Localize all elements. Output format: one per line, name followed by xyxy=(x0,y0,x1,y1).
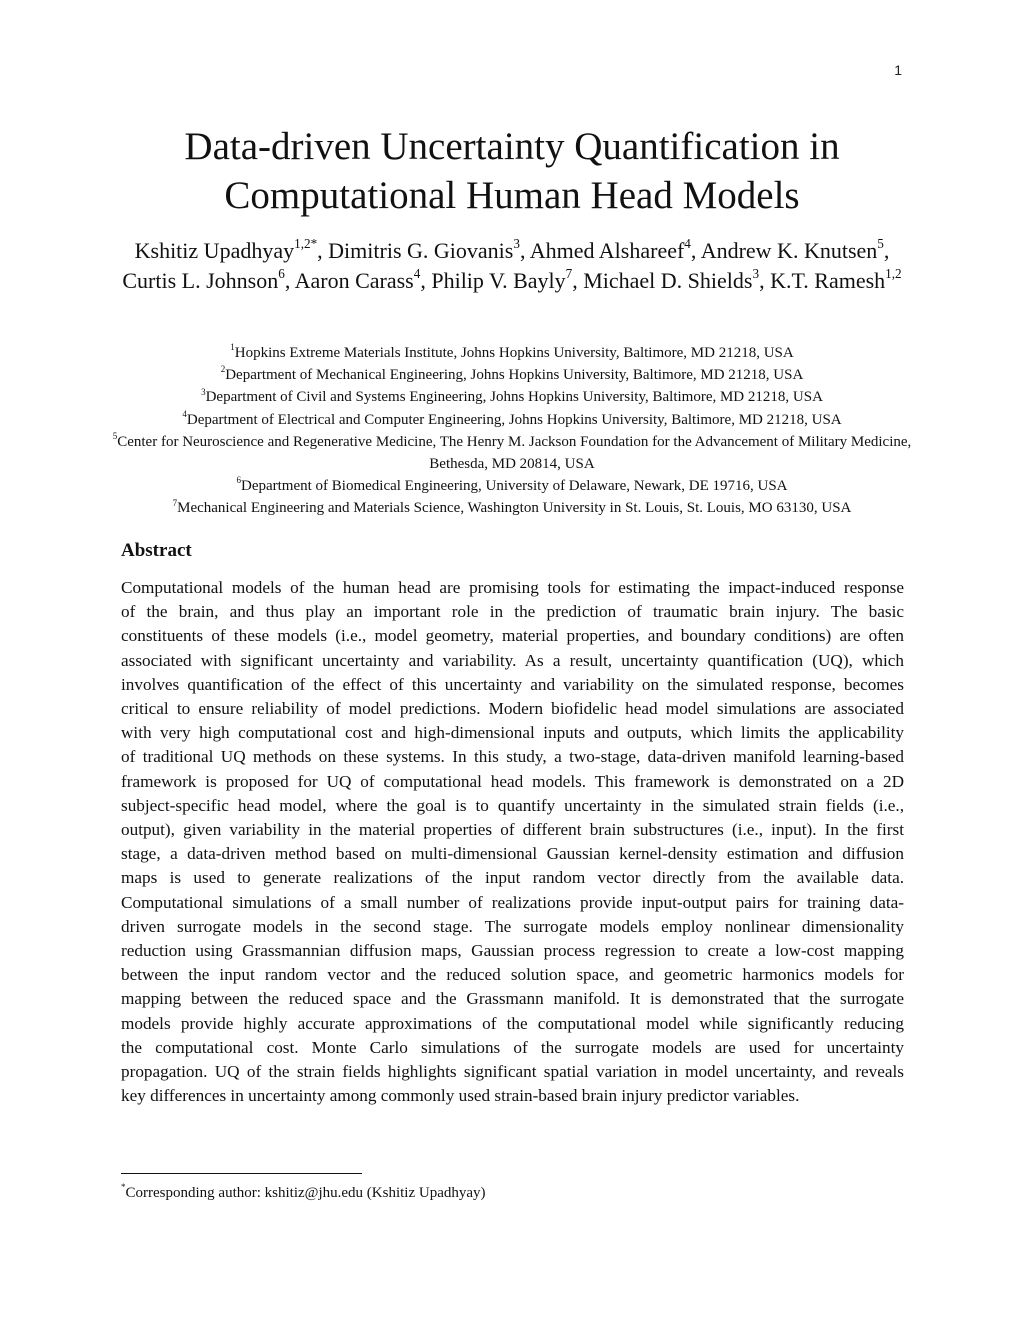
affiliation xyxy=(100,364,924,386)
abstract-line: between the input random vector and the reduced solution space, and geometric harmonics models for xyxy=(121,965,904,985)
abstract-heading: Abstract xyxy=(121,540,192,561)
author xyxy=(431,265,584,293)
author xyxy=(530,238,701,263)
author-affiliation-mark: 5 xyxy=(877,236,884,252)
affiliation-text: Department of Mechanical Engineering, Johns Hopkins University, Baltimore, MD 21218, USA xyxy=(225,367,804,384)
author xyxy=(770,265,902,293)
abstract-line: framework is proposed for UQ of computational head models. This framework is demonstrated on a 2D xyxy=(121,771,904,791)
paper-title xyxy=(100,122,924,220)
abstract-line: Computational models of the human head are promising tools for estimating the impact-induced response xyxy=(121,578,904,597)
affiliation xyxy=(100,431,924,475)
abstract-line: mapping between the reduced space and the Grassmann manifold. It is demonstrated that the surrogate xyxy=(121,989,904,1009)
abstract-line: propagation. UQ of the strain fields highlights significant spatial variation in model uncertainty, and reveals xyxy=(121,1062,904,1082)
author-separator: , xyxy=(420,267,432,293)
footnote-text: Corresponding author: kshitiz@jhu.edu (Kshitiz Upadhyay) xyxy=(125,1185,486,1201)
affiliation-text: Mechanical Engineering and Materials Science, Washington University in St. Louis, St. Louis, MO 63130, USA xyxy=(177,500,852,517)
author-separator: , xyxy=(690,238,701,263)
affiliation-text: Center for Neuroscience and Regenerative Medicine, The Henry M. Jackson Foundation for the Advancement of Military Medicine, Bethesda, MD 20814, USA xyxy=(117,433,912,473)
affiliation xyxy=(100,342,924,364)
corresponding-author-footnote xyxy=(121,1183,486,1203)
author-separator: , xyxy=(317,238,329,263)
page-number: 1 xyxy=(894,62,902,78)
abstract-line: the computational cost. Monte Carlo simulations of the surrogate models are used for uncertainty xyxy=(121,1037,904,1057)
affiliation-text: Department of Electrical and Computer Engineering, Johns Hopkins University, Baltimore, MD 21218, USA xyxy=(186,411,842,428)
affiliation-number: 3 xyxy=(201,386,206,397)
title-line-2: Computational Human Head Models xyxy=(224,174,800,217)
abstract-line: with very high computational cost and high-dimensional inputs and outputs, which limits the applicability xyxy=(121,723,904,743)
affiliation xyxy=(100,475,924,497)
affiliation xyxy=(100,409,924,431)
author xyxy=(135,238,329,263)
author-separator: , xyxy=(572,267,584,293)
author-affiliation-mark: 1,2* xyxy=(294,236,318,252)
affiliation-number: 2 xyxy=(220,364,226,375)
abstract-line: stage, a data-driven method based on multi-dimensional Gaussian kernel-density estimation and diffusion xyxy=(121,844,904,864)
author-affiliation-mark: 4 xyxy=(413,265,421,281)
author-affiliation-mark: 6 xyxy=(278,265,285,281)
abstract-line: key differences in uncertainty among commonly used strain-based brain injury predictor variables. xyxy=(121,1086,800,1106)
author-affiliation-mark: 4 xyxy=(684,236,691,252)
affiliation-number: 4 xyxy=(182,408,187,419)
affiliation xyxy=(100,497,924,519)
abstract-line: of traditional UQ methods on these systems. In this study, a two-stage, data-driven manifold learning-based xyxy=(121,747,904,767)
author-name: Dimitris G. Giovanis xyxy=(328,238,514,263)
affiliation-number: 1 xyxy=(230,342,235,353)
abstract-line: reduction using Grassmannian diffusion maps, Gaussian process regression to create a low-cost mapping xyxy=(121,941,904,961)
author-list xyxy=(110,236,914,295)
affiliation-number: 5 xyxy=(112,430,118,441)
abstract-line: Computational simulations of a small number of realizations provide input-output pairs for training data- xyxy=(121,892,904,912)
author-name: Aaron Carass xyxy=(294,267,414,293)
affiliation-number: 7 xyxy=(172,497,178,508)
author-name: Philip V. Bayly xyxy=(431,267,566,293)
abstract-line: driven surrogate models in the second stage. The surrogate models employ nonlinear dimensionality xyxy=(121,916,904,936)
author-name: Ahmed Alshareef xyxy=(529,238,685,263)
author-name: Andrew K. Knutsen xyxy=(700,238,878,263)
affiliation-number: 6 xyxy=(236,475,241,486)
author xyxy=(583,265,771,293)
affiliation-text: Hopkins Extreme Materials Institute, Johns Hopkins University, Baltimore, MD 21218, USA xyxy=(234,345,794,361)
abstract-line: subject-specific head model, where the goal is to quantify uncertainty in the simulated strain fields (i.e., xyxy=(121,795,904,815)
footnote-divider xyxy=(121,1173,362,1174)
abstract-line: critical to ensure reliability of model predictions. Modern biofidelic head model simulations are associated xyxy=(121,699,904,719)
author-affiliation-mark: 7 xyxy=(565,265,573,281)
affiliation-text: Department of Biomedical Engineering, University of Delaware, Newark, DE 19716, USA xyxy=(240,478,788,495)
abstract-line: models provide highly accurate approximations of the computational model while significantly reducing xyxy=(121,1013,904,1033)
author-name: Michael D. Shields xyxy=(583,267,753,293)
affiliation-text: Department of Civil and Systems Engineering, Johns Hopkins University, Baltimore, MD 21218, USA xyxy=(205,389,823,406)
author-affiliation-mark: 3 xyxy=(752,265,760,281)
abstract-line: involves quantification of the effect of this uncertainty and variability on the simulated response, becomes xyxy=(121,674,904,694)
footnote-mark: * xyxy=(121,1182,126,1193)
affiliation xyxy=(100,386,924,408)
abstract-line: output), given variability in the material properties of different brain substructures (i.e., input). In the first xyxy=(121,820,904,840)
author-name: Kshitiz Upadhyay xyxy=(134,238,295,263)
author xyxy=(122,265,295,293)
author-name: K.T. Ramesh xyxy=(770,267,886,293)
author-affiliation-mark: 3 xyxy=(513,236,520,252)
author-separator: , xyxy=(883,238,890,263)
author-separator: , xyxy=(519,238,530,263)
author xyxy=(328,238,530,263)
abstract-line: constituents of these models (i.e., model geometry, material properties, and boundary conditions) are often xyxy=(121,626,904,646)
abstract-line: of the brain, and thus play an important role in the prediction of traumatic brain injury. The basic xyxy=(121,602,904,622)
author-separator: , xyxy=(284,267,295,293)
author-affiliation-mark: 1,2 xyxy=(885,265,902,281)
abstract-line: associated with significant uncertainty and variability. As a result, uncertainty quantification (UQ), which xyxy=(121,650,904,670)
abstract-body xyxy=(121,576,904,1108)
abstract-line: maps is used to generate realizations of the input random vector directly from the available data. xyxy=(121,868,904,888)
author-separator: , xyxy=(759,267,771,293)
affiliation-list xyxy=(100,342,924,520)
author xyxy=(701,238,890,263)
title-line-1: Data-driven Uncertainty Quantification in xyxy=(184,125,840,168)
author xyxy=(294,265,432,293)
author-name: Curtis L. Johnson xyxy=(122,267,279,293)
